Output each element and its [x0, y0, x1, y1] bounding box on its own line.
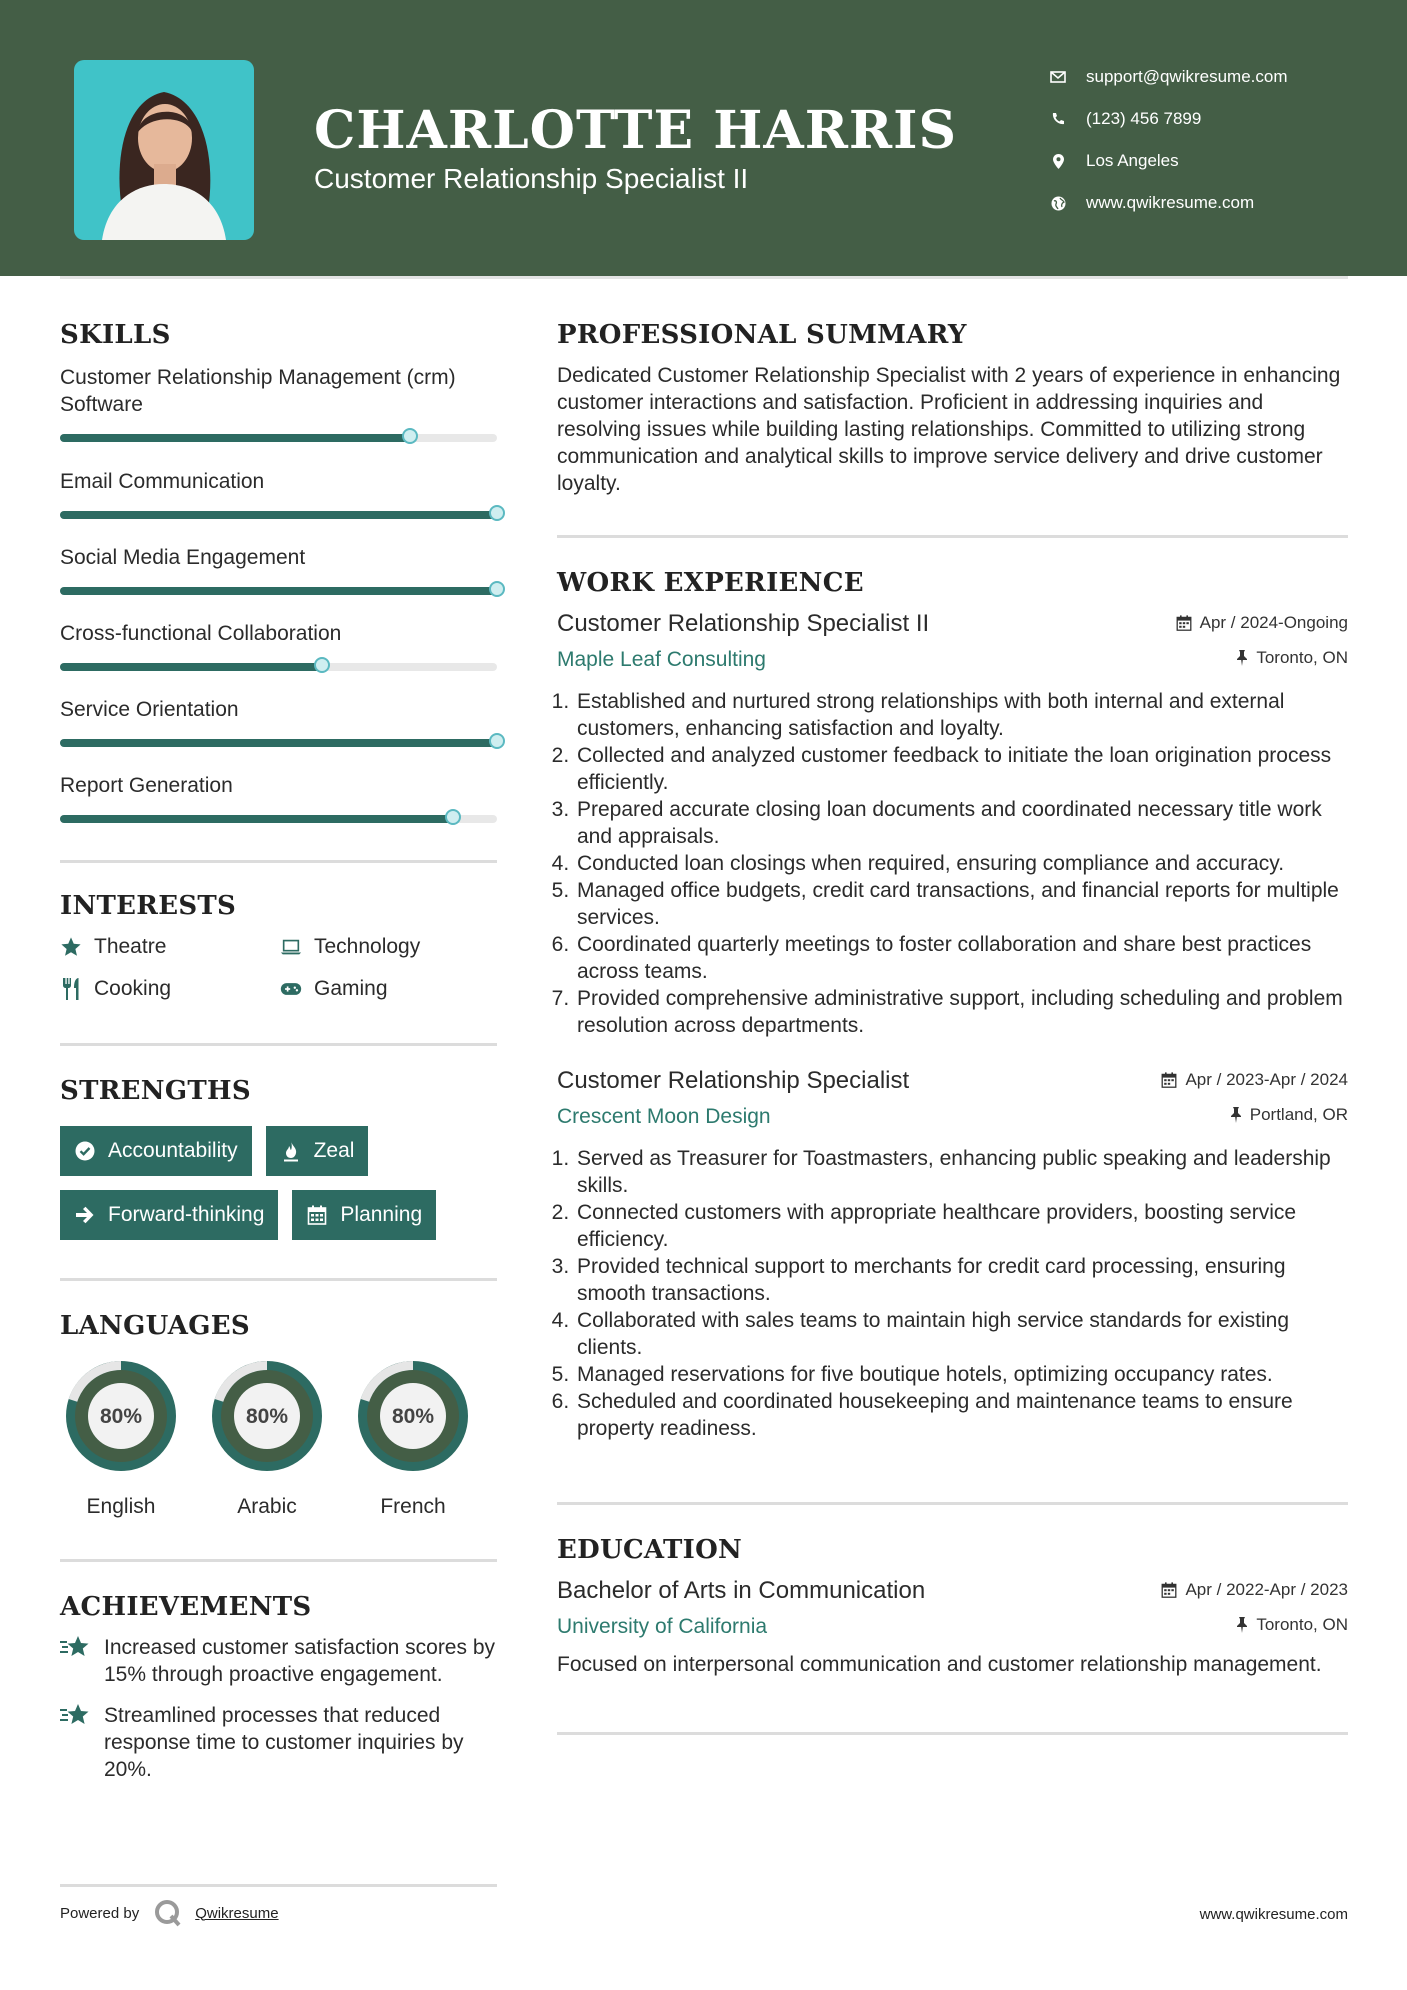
calendar-icon — [306, 1204, 328, 1226]
candidate-name: CHARLOTTE HARRIS — [314, 100, 957, 161]
job-entry — [557, 610, 1348, 1039]
footer-website[interactable]: www.qwikresume.com — [1199, 1906, 1348, 1923]
strength-badge — [266, 1126, 369, 1176]
strength-label: Accountability — [108, 1139, 238, 1162]
interests-section — [60, 891, 497, 1046]
interest-label: Technology — [314, 935, 421, 958]
strengths-title: STRENGTHS — [60, 1076, 251, 1106]
company-name: Crescent Moon Design — [557, 1105, 771, 1128]
job-bullet: 6. Coordinated quarterly meetings to foster collaboration and share best practices across teams. — [575, 931, 1348, 985]
language-name: English — [86, 1495, 156, 1518]
summary-section — [557, 320, 1348, 538]
language-item — [60, 1355, 182, 1519]
strength-label: Zeal — [313, 1139, 355, 1162]
resume-header — [0, 0, 1407, 276]
job-bullet: 2. Collected and analyzed customer feedback to initiate the loan origination process efficiently. — [575, 742, 1348, 796]
contact-phone-text: (123) 456 7899 — [1086, 109, 1202, 128]
language-ring — [352, 1355, 474, 1477]
phone-icon — [1050, 111, 1066, 127]
candidate-title: Customer Relationship Specialist II — [314, 163, 749, 194]
section-divider — [60, 1043, 497, 1046]
job-bullet: 1. Established and nurtured strong relationships with both internal and external customers, enhancing satisfaction and loyalty. — [575, 688, 1348, 742]
interest-label: Cooking — [94, 977, 172, 1000]
job-bullet: 1. Served as Treasurer for Toastmasters, enhancing public speaking and leadership skills. — [575, 1145, 1348, 1199]
summary-text: Dedicated Customer Relationship Specialist with 2 years of experience in enhancing customer interactions and satisfaction. Proficient in addressing inquiries and resolving issues while building lasting relationships. Committed to utilizing strong communication and analytical skills to improve service delivery and drive customer loyalty. — [557, 364, 1341, 495]
contact-list — [1050, 56, 1288, 224]
job-bullet: 5. Managed office budgets, credit card transactions, and financial reports for multiple services. — [575, 877, 1348, 931]
job-location: Portland, OR — [1249, 1105, 1348, 1124]
skills-title: SKILLS — [60, 320, 171, 350]
contact-location-text: Los Angeles — [1086, 151, 1179, 170]
school-name: University of California — [557, 1615, 768, 1638]
fire-icon — [280, 1140, 302, 1162]
skill-item — [60, 364, 497, 468]
interest-item — [60, 935, 280, 959]
summary-title: PROFESSIONAL SUMMARY — [557, 320, 967, 350]
job-bullet: 4. Conducted loan closings when required, ensuring compliance and accuracy. — [575, 850, 1348, 877]
skill-name: Service Orientation — [60, 698, 239, 721]
qwikresume-link[interactable]: Qwikresume — [195, 1904, 279, 1922]
job-bullet: 2. Connected customers with appropriate healthcare providers, boosting service efficiency. — [575, 1199, 1348, 1253]
right-column — [557, 320, 1348, 1735]
job-title: Customer Relationship Specialist II — [557, 610, 930, 637]
education-date: Apr / 2022-Apr / 2023 — [1185, 1580, 1348, 1599]
skill-bar — [60, 815, 497, 823]
strength-label: Forward-thinking — [108, 1203, 265, 1226]
skill-bar-knob — [445, 809, 461, 825]
calendar-icon — [1161, 1582, 1177, 1598]
contact-website[interactable] — [1050, 182, 1288, 224]
strength-badge — [60, 1190, 278, 1240]
contact-phone[interactable] — [1050, 98, 1288, 140]
degree-name: Bachelor of Arts in Communication — [557, 1577, 926, 1604]
skill-item — [60, 544, 497, 620]
skill-item — [60, 620, 497, 696]
award-star-icon — [60, 1700, 92, 1732]
skill-item — [60, 772, 497, 842]
experience-section — [557, 568, 1348, 1505]
contact-location — [1050, 140, 1288, 182]
job-title: Customer Relationship Specialist — [557, 1067, 910, 1094]
education-location: Toronto, ON — [1256, 1615, 1348, 1634]
left-column — [60, 320, 497, 1797]
arrow-right-icon — [74, 1204, 96, 1226]
language-percent: 80% — [99, 1405, 143, 1428]
job-bullets — [557, 688, 1348, 1039]
skill-bar — [60, 434, 497, 442]
laptop-icon — [280, 936, 302, 958]
skill-item — [60, 696, 497, 772]
skill-bar-fill — [60, 739, 497, 747]
interest-item — [280, 977, 500, 1001]
skill-bar-knob — [402, 428, 418, 444]
footer-powered-by — [60, 1898, 279, 1928]
skill-bar-fill — [60, 815, 453, 823]
footer-divider — [60, 1884, 497, 1887]
header-divider — [60, 276, 1348, 279]
education-title: EDUCATION — [557, 1535, 743, 1565]
job-bullet: 5. Managed reservations for five boutique hotels, optimizing occupancy rates. — [575, 1361, 1348, 1388]
languages-title: LANGUAGES — [60, 1311, 250, 1341]
language-item — [206, 1355, 328, 1519]
job-bullet: 7. Provided comprehensive administrative support, including scheduling and problem resolution across departments. — [575, 985, 1348, 1039]
skill-bar — [60, 511, 497, 519]
skill-name: Email Communication — [60, 470, 265, 493]
job-date: Apr / 2024-Ongoing — [1199, 613, 1348, 632]
achievement-text: Streamlined processes that reduced response time to customer inquiries by 20%. — [104, 1704, 464, 1781]
languages-list — [60, 1355, 497, 1519]
skill-bar — [60, 663, 497, 671]
job-bullet: 3. Prepared accurate closing loan documents and coordinated necessary title work and appraisals. — [575, 796, 1348, 850]
section-divider — [557, 1732, 1348, 1735]
languages-section — [60, 1311, 497, 1562]
contact-email[interactable] — [1050, 56, 1288, 98]
experience-title: WORK EXPERIENCE — [557, 568, 864, 598]
education-section — [557, 1535, 1348, 1735]
education-description: Focused on interpersonal communication and customer relationship management. — [557, 1653, 1322, 1676]
envelope-icon — [1050, 69, 1066, 85]
section-divider — [60, 1278, 497, 1281]
pushpin-icon — [1236, 650, 1248, 666]
skill-bar-fill — [60, 434, 410, 442]
section-divider — [60, 1559, 497, 1562]
job-bullet: 4. Collaborated with sales teams to maintain high service standards for existing clients. — [575, 1307, 1348, 1361]
skill-item — [60, 468, 497, 544]
job-bullets — [557, 1145, 1348, 1442]
interests-list — [60, 935, 497, 1001]
job-bullet: 6. Scheduled and coordinated housekeeping and maintenance teams to ensure property readiness. — [575, 1388, 1348, 1442]
skill-bar — [60, 587, 497, 595]
skill-name: Report Generation — [60, 774, 233, 797]
skill-bar-fill — [60, 663, 322, 671]
globe-icon — [1050, 195, 1066, 211]
section-divider — [60, 860, 497, 863]
map-marker-icon — [1050, 153, 1066, 169]
language-item — [352, 1355, 474, 1519]
strength-label: Planning — [340, 1203, 423, 1226]
language-ring — [60, 1355, 182, 1477]
qwikresume-logo-icon — [153, 1898, 183, 1928]
skill-bar-knob — [489, 733, 505, 749]
language-name: Arabic — [237, 1495, 297, 1518]
calendar-icon — [1176, 615, 1192, 631]
interest-item — [280, 935, 500, 959]
job-location: Toronto, ON — [1256, 648, 1348, 667]
pushpin-icon — [1230, 1107, 1242, 1123]
section-divider — [557, 535, 1348, 538]
star-icon — [60, 936, 82, 958]
calendar-icon — [1161, 1072, 1177, 1088]
award-star-icon — [60, 1632, 92, 1664]
language-percent: 80% — [391, 1405, 435, 1428]
section-divider — [557, 1502, 1348, 1505]
pushpin-icon — [1236, 1617, 1248, 1633]
interests-title: INTERESTS — [60, 891, 237, 921]
strengths-list — [60, 1126, 497, 1240]
contact-email-text: support@qwikresume.com — [1086, 67, 1288, 86]
skill-name: Cross-functional Collaboration — [60, 622, 342, 645]
job-entry — [557, 1067, 1348, 1442]
job-date: Apr / 2023-Apr / 2024 — [1185, 1070, 1348, 1089]
interest-label: Theatre — [94, 935, 167, 958]
strengths-section — [60, 1076, 497, 1281]
gamepad-icon — [280, 978, 302, 1000]
achievement-item — [60, 1634, 497, 1688]
skill-bar-knob — [489, 505, 505, 521]
skill-name: Social Media Engagement — [60, 546, 306, 569]
skill-bar-fill — [60, 587, 497, 595]
utensils-icon — [60, 978, 82, 1000]
interest-item — [60, 977, 280, 1001]
skill-name: Customer Relationship Management (crm) Software — [60, 366, 456, 416]
interest-label: Gaming — [314, 977, 388, 1000]
skill-bar — [60, 739, 497, 747]
achievements-title: ACHIEVEMENTS — [60, 1592, 312, 1622]
profile-photo — [74, 60, 254, 240]
check-circle-icon — [74, 1140, 96, 1162]
powered-by-text: Powered by — [60, 1904, 140, 1922]
achievements-section — [60, 1592, 497, 1783]
skill-bar-fill — [60, 511, 497, 519]
skill-bar-knob — [489, 581, 505, 597]
skills-section — [60, 320, 497, 863]
achievement-text: Increased customer satisfaction scores by 15% through proactive engagement. — [104, 1636, 496, 1686]
contact-website-text: www.qwikresume.com — [1086, 193, 1255, 212]
strength-badge — [60, 1126, 252, 1176]
strength-badge — [292, 1190, 436, 1240]
language-name: French — [380, 1495, 446, 1518]
skill-bar-knob — [314, 657, 330, 673]
language-percent: 80% — [245, 1405, 289, 1428]
achievement-item — [60, 1702, 497, 1783]
job-bullet: 3. Provided technical support to merchants for credit card processing, ensuring smooth transactions. — [575, 1253, 1348, 1307]
skills-list — [60, 364, 497, 842]
language-ring — [206, 1355, 328, 1477]
company-name: Maple Leaf Consulting — [557, 648, 766, 671]
